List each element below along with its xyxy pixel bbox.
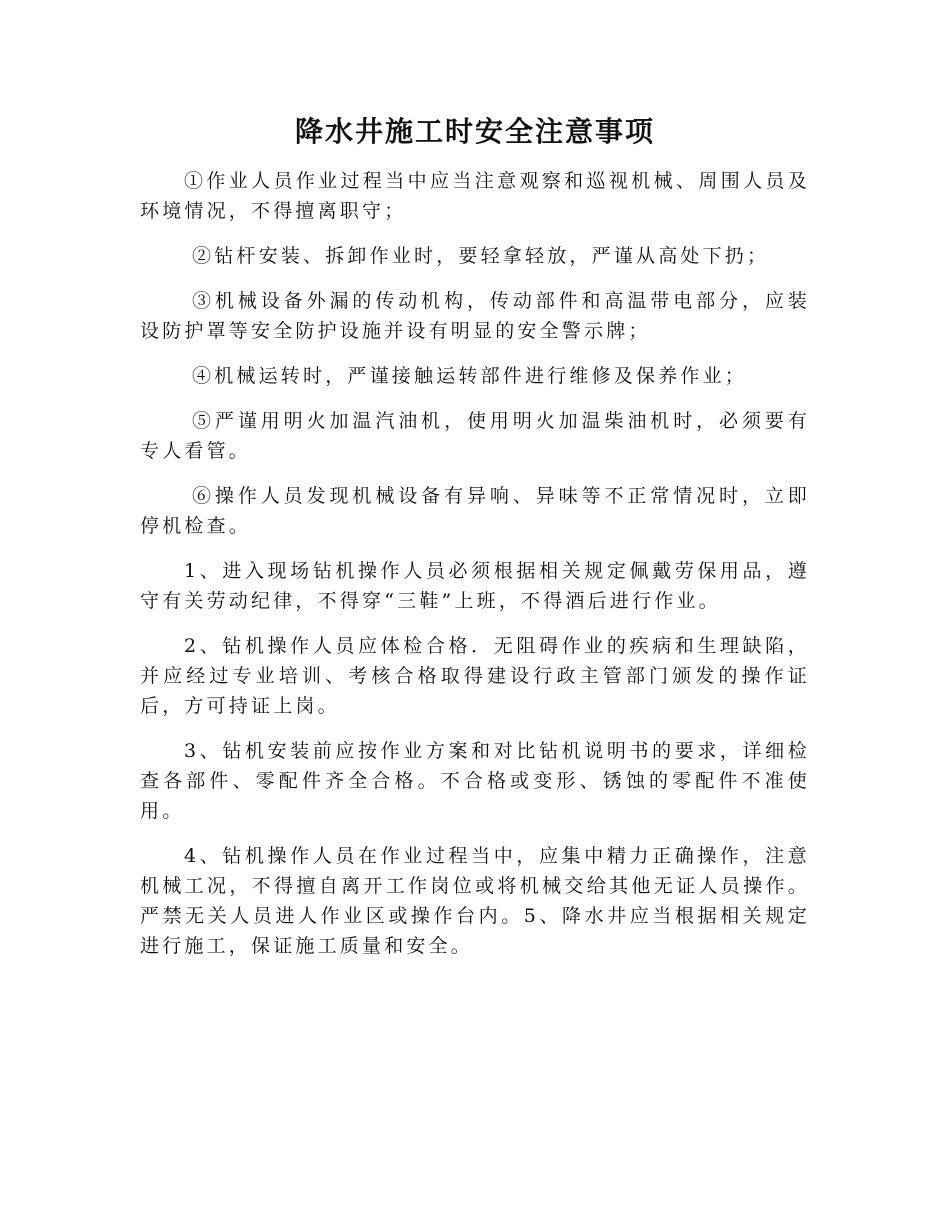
paragraph-item-2: ②钻杆安装、拆卸作业时，要轻拿轻放，严谨从高处下扔； xyxy=(192,245,770,267)
paragraph-item-5: ⑤严谨用明火加温汽油机，使用明火加温柴油机时，必须要有专人看管。 xyxy=(140,410,810,462)
document-title: 降水井施工时安全注意事项 xyxy=(294,115,655,148)
paragraph-rule-2: 2、钻机操作人员应体检合格．无阻碍作业的疾病和生理缺陷，并应经过专业培训、考核合格取得建设行政主管部门颁发的操作证后，方可持证上岗。 xyxy=(140,635,810,717)
document-body xyxy=(140,166,810,976)
paragraph-item-6: ⑥操作人员发现机械设备有异响、异味等不正常情况时，立即停机检查。 xyxy=(140,485,810,537)
paragraph-item-1: ①作业人员作业过程当中应当注意观察和巡视机械、周围人员及环境情况，不得擅离职守； xyxy=(140,170,810,222)
paragraph-rule-4: 4、钻机操作人员在作业过程当中，应集中精力正确操作，注意机械工况，不得擅自离开工作岗位或将机械交给其他无证人员操作。严禁无关人员进人作业区或操作台内。5、降水井应当根据相关规定进行施工，保证施工质量和安全。 xyxy=(140,845,810,957)
paragraph-item-4: ④机械运转时，严谨接触运转部件进行维修及保养作业； xyxy=(192,365,748,387)
paragraph-item-3: ③机械设备外漏的传动机构，传动部件和高温带电部分，应装设防护罩等安全防护设施并设有明显的安全警示牌； xyxy=(140,290,810,342)
paragraph-rule-1: 1、进入现场钻机操作人员必须根据相关规定佩戴劳保用品，遵守有关劳动纪律，不得穿“三鞋”上班，不得酒后进行作业。 xyxy=(140,560,810,612)
paragraph-rule-3: 3、钻机安装前应按作业方案和对比钻机说明书的要求，详细检查各部件、零配件齐全合格。不合格或变形、锈蚀的零配件不准使用。 xyxy=(140,740,810,822)
